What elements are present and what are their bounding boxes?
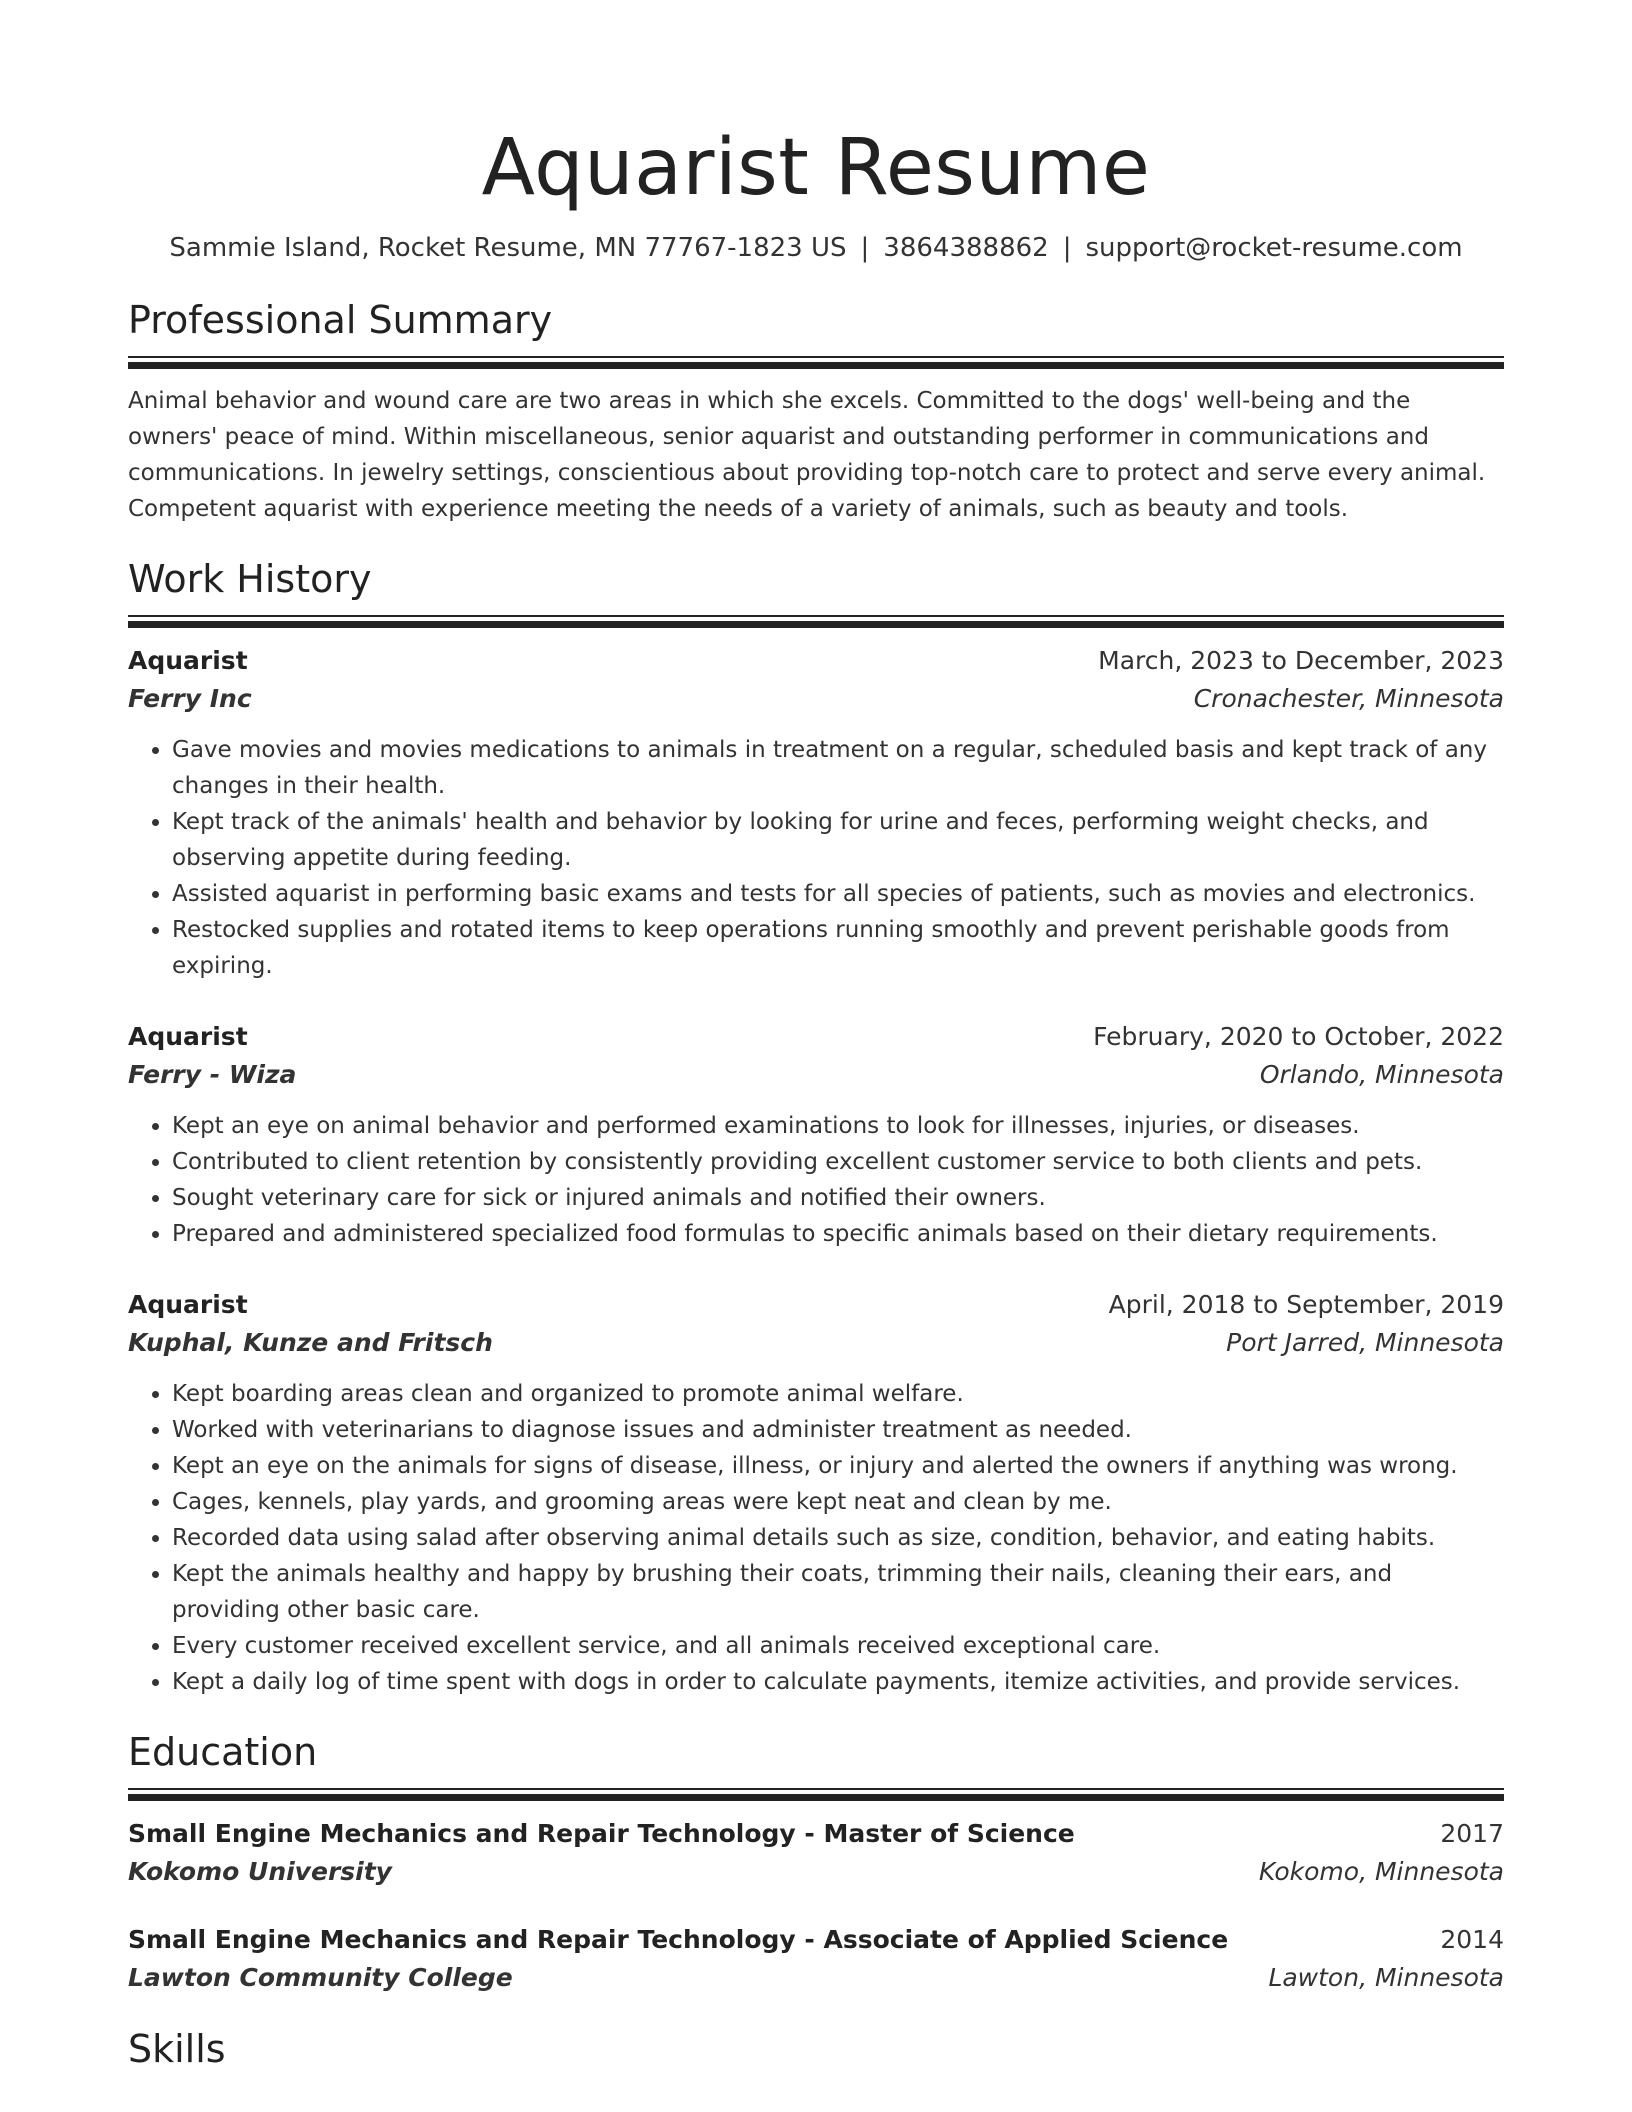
education-entry (128, 1921, 1504, 1997)
job-location: Port Jarred, Minnesota (1226, 1328, 1504, 1357)
contact-phone: 3864388862 (883, 233, 1049, 263)
education-location: Lawton, Minnesota (1268, 1963, 1504, 1992)
job-header (128, 642, 1504, 680)
job-company: Ferry Inc (128, 684, 252, 713)
bullet-item: • Prepared and administered specialized food formulas to specific animals based on their dietary requirements. (172, 1216, 1504, 1252)
education-degree: Small Engine Mechanics and Repair Technology - Master of Science (128, 1819, 1075, 1848)
contact-separator: | (1062, 233, 1072, 263)
bullet-item: • Worked with veterinarians to diagnose issues and administer treatment as needed. (172, 1412, 1504, 1448)
summary-text: Animal behavior and wound care are two areas in which she excels. Committed to the dogs' well-being and the owners' peace of mind. Within miscellaneous, senior aquarist and outstanding performer in communications and communications. In jewelry settings, conscientious about providing top-notch care to protect and serve every animal. Competent aquarist with experience meeting the needs of a variety of animals, such as beauty and tools. (128, 388, 1486, 522)
job-location: Orlando, Minnesota (1259, 1060, 1504, 1089)
bullet-item: • Kept an eye on animal behavior and performed examinations to look for illnesses, injuries, or diseases. (172, 1108, 1504, 1144)
education-year: 2017 (1440, 1819, 1504, 1848)
bullet-item: • Kept the animals healthy and happy by brushing their coats, trimming their nails, cleaning their ears, and providing other basic care. (172, 1556, 1504, 1628)
work-history-section (128, 555, 1504, 1700)
job-header (128, 1018, 1504, 1056)
skills-heading: Skills (128, 2027, 226, 2071)
contact-email: support@rocket-resume.com (1085, 233, 1463, 263)
education-year: 2014 (1440, 1925, 1504, 1954)
bullet-item: • Kept track of the animals' health and behavior by looking for urine and feces, performing weight checks, and observing appetite during feeding. (172, 804, 1504, 876)
skills-section (128, 2025, 1504, 2073)
job-dates: April, 2018 to September, 2019 (1108, 1290, 1504, 1319)
bullet-item: • Contributed to client retention by consistently providing excellent customer service to both clients and pets. (172, 1144, 1504, 1180)
contact-address: Sammie Island, Rocket Resume, MN 77767-1823 US (169, 233, 847, 263)
job-company: Ferry - Wiza (128, 1060, 297, 1089)
summary-section (128, 296, 1504, 527)
job-title: Aquarist (128, 1290, 248, 1319)
contact-line (128, 230, 1504, 266)
resume-title: Aquarist Resume (481, 123, 1151, 213)
bullet-item: • Sought veterinary care for sick or injured animals and notified their owners. (172, 1180, 1504, 1216)
bullet-item: • Kept a daily log of time spent with dogs in order to calculate payments, itemize activities, and provide services. (172, 1664, 1504, 1700)
job-entry (128, 1018, 1504, 1252)
job-title: Aquarist (128, 646, 248, 675)
job-bullets (128, 1376, 1504, 1700)
job-company: Kuphal, Kunze and Fritsch (128, 1328, 493, 1357)
bullet-item: • Assisted aquarist in performing basic exams and tests for all species of patients, such as movies and electronics. (172, 876, 1504, 912)
work-history-heading: Work History (128, 557, 372, 601)
section-divider (128, 1788, 1504, 1801)
job-location: Cronachester, Minnesota (1193, 684, 1504, 713)
bullet-item: • Kept an eye on the animals for signs of disease, illness, or injury and alerted the owners if anything was wrong. (172, 1448, 1504, 1484)
education-heading: Education (128, 1730, 318, 1774)
job-subheader (128, 680, 1504, 718)
education-header (128, 1815, 1504, 1853)
education-location: Kokomo, Minnesota (1258, 1857, 1504, 1886)
summary-heading: Professional Summary (128, 298, 553, 342)
education-degree: Small Engine Mechanics and Repair Technology - Associate of Applied Science (128, 1925, 1229, 1954)
job-header (128, 1286, 1504, 1324)
job-dates: March, 2023 to December, 2023 (1098, 646, 1504, 675)
bullet-item: • Gave movies and movies medications to animals in treatment on a regular, scheduled basis and kept track of any changes in their health. (172, 732, 1504, 804)
education-subheader (128, 1959, 1504, 1997)
education-school: Lawton Community College (128, 1963, 513, 1992)
job-subheader (128, 1056, 1504, 1094)
education-school: Kokomo University (128, 1857, 392, 1886)
job-bullets (128, 732, 1504, 984)
bullet-item: • Recorded data using salad after observing animal details such as size, condition, behavior, and eating habits. (172, 1520, 1504, 1556)
education-header (128, 1921, 1504, 1959)
job-entry (128, 642, 1504, 984)
job-entry (128, 1286, 1504, 1700)
education-section (128, 1728, 1504, 1997)
section-divider (128, 356, 1504, 369)
bullet-item: • Every customer received excellent service, and all animals received exceptional care. (172, 1628, 1504, 1664)
bullet-item: • Restocked supplies and rotated items to keep operations running smoothly and prevent perishable goods from expiring. (172, 912, 1504, 984)
bullet-item: • Kept boarding areas clean and organized to promote animal welfare. (172, 1376, 1504, 1412)
job-dates: February, 2020 to October, 2022 (1093, 1022, 1504, 1051)
bullet-item: • Cages, kennels, play yards, and grooming areas were kept neat and clean by me. (172, 1484, 1504, 1520)
contact-separator: | (860, 233, 870, 263)
education-subheader (128, 1853, 1504, 1891)
section-divider (128, 615, 1504, 628)
job-bullets (128, 1108, 1504, 1252)
education-entry (128, 1815, 1504, 1891)
job-title: Aquarist (128, 1022, 248, 1051)
job-subheader (128, 1324, 1504, 1362)
